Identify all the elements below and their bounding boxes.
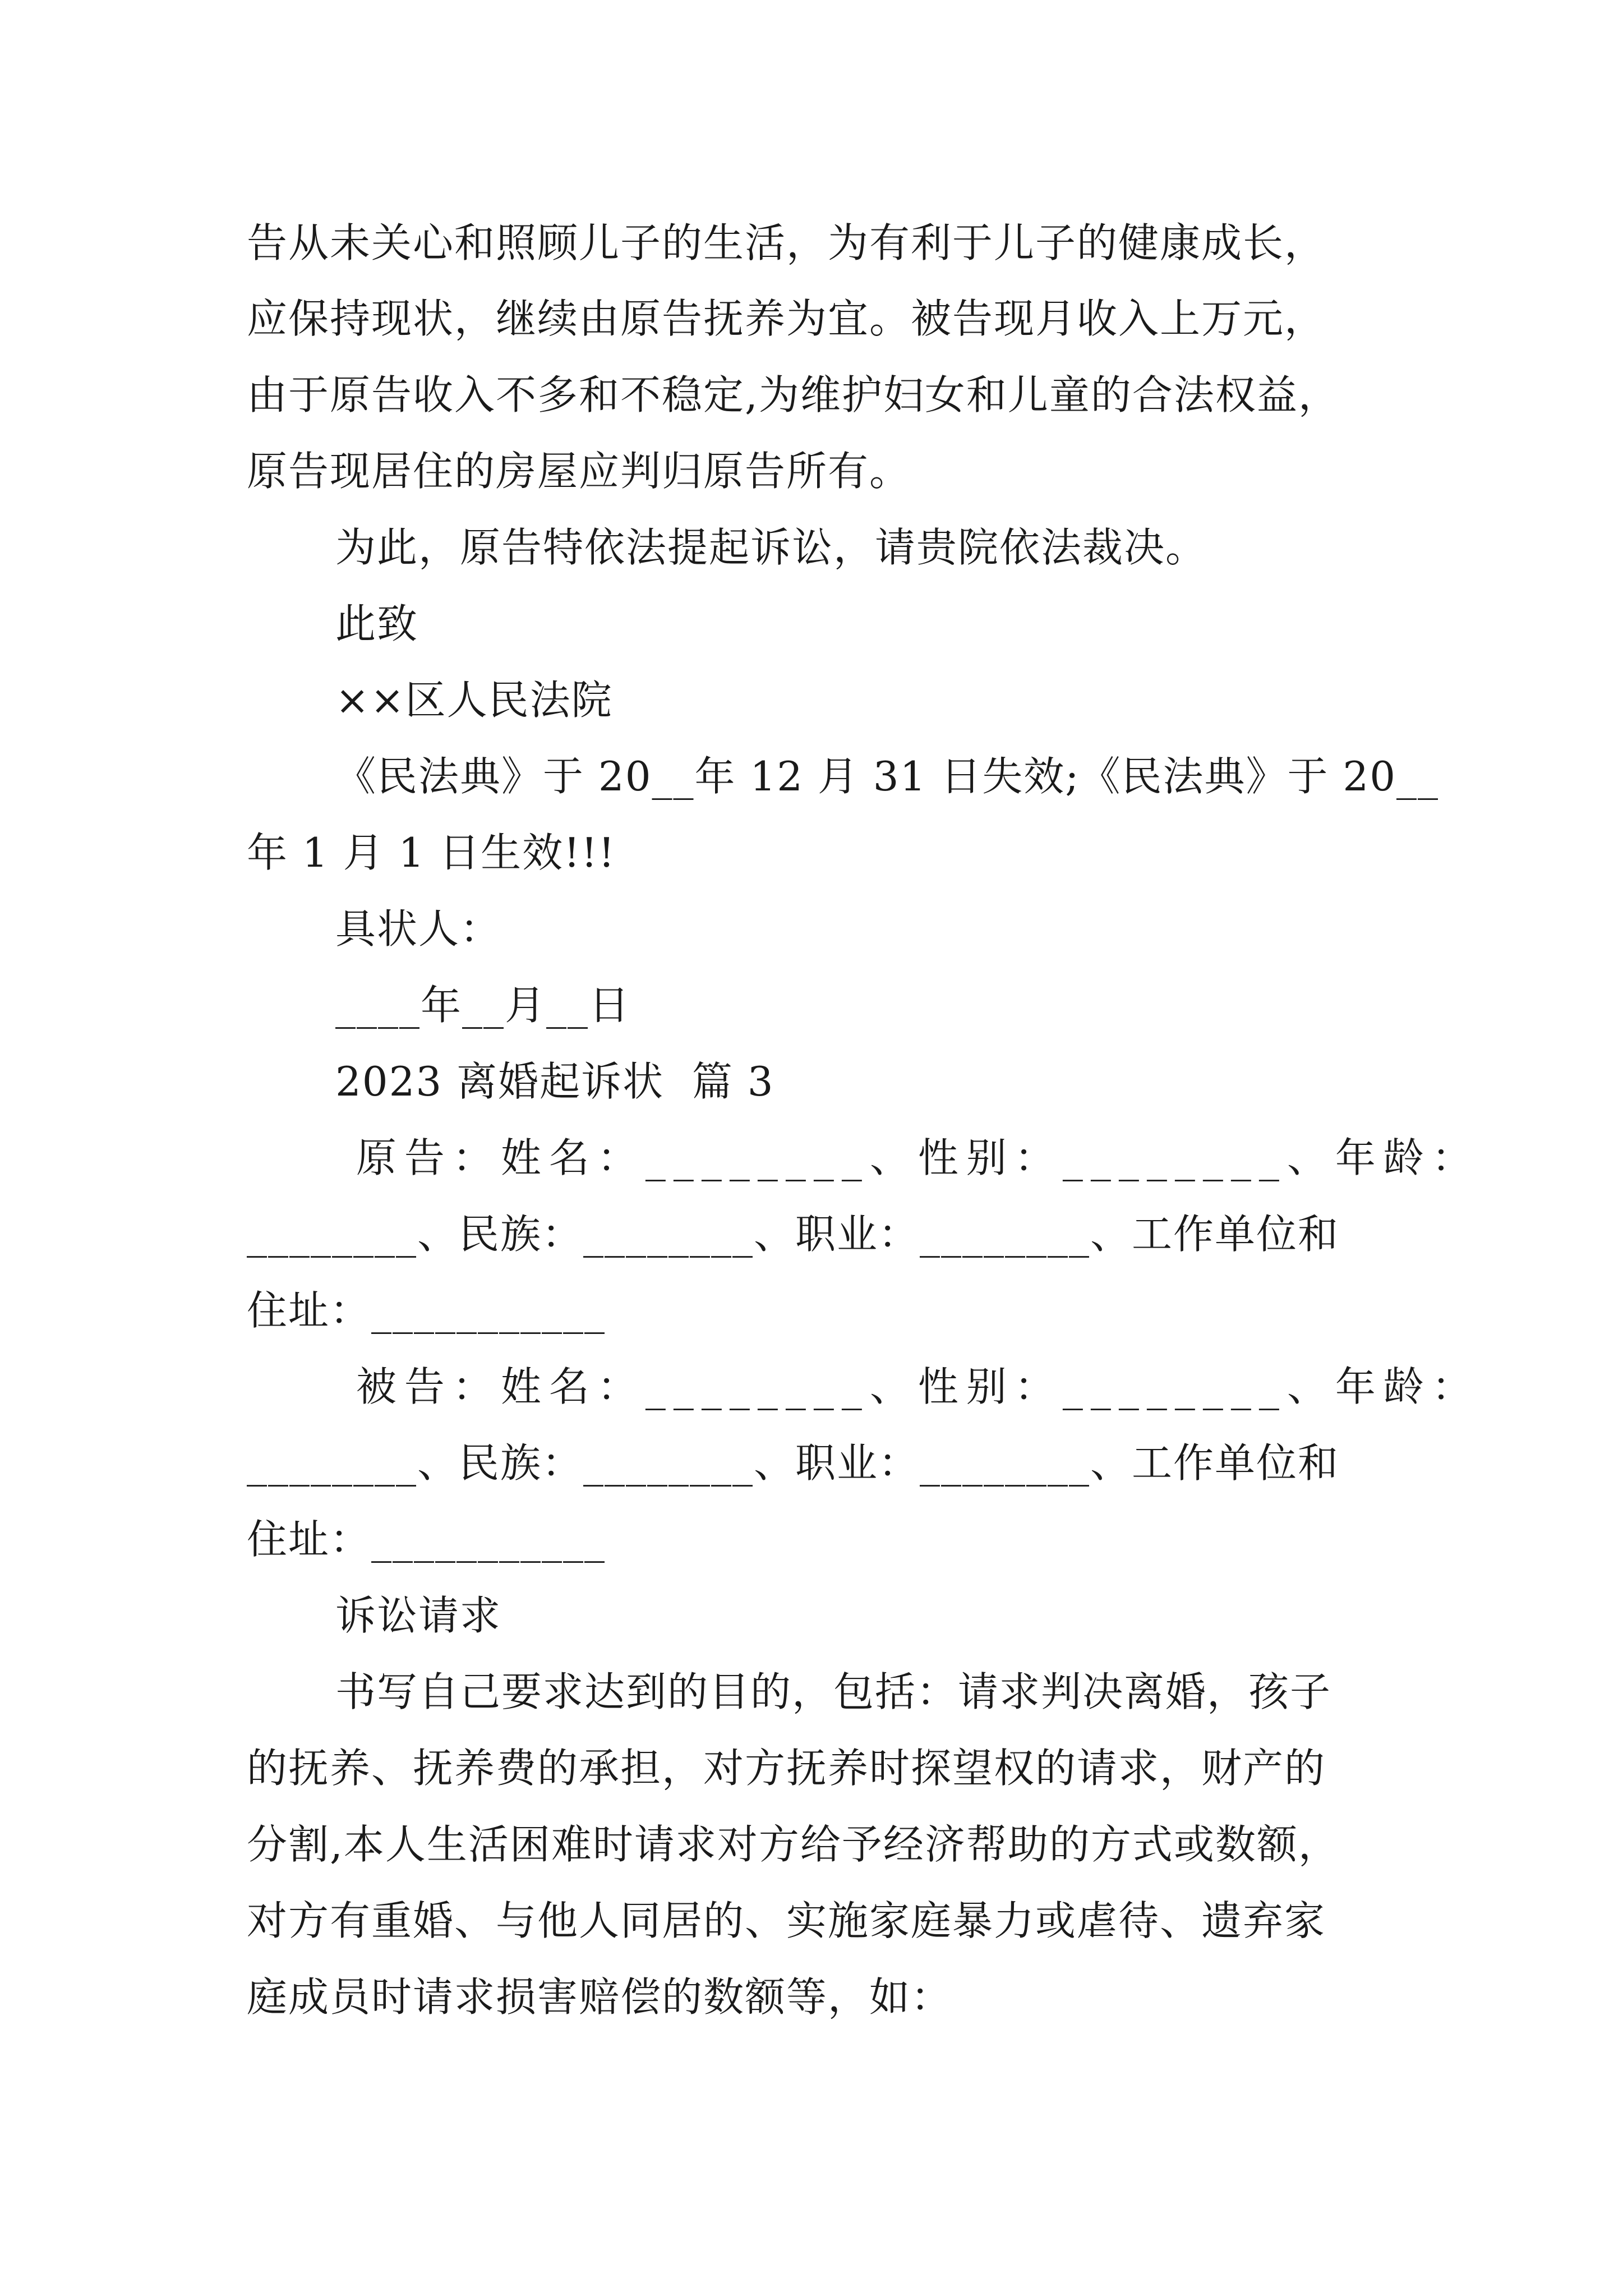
text-line: 由于原告收入不多和不稳定,为维护妇女和儿童的合法权益， [247,371,1340,418]
text-line: 此致 [335,600,419,647]
text-line: 原告现居住的房屋应判归原告所有。 [247,448,911,495]
text-line: 的抚养、抚养费的承担，对方抚养时探望权的请求，财产的 [247,1745,1326,1792]
text-line: 应保持现状，继续由原告抚养为宜。被告现月收入上万元， [247,295,1326,342]
text-line: 具状人： [335,905,502,953]
text-line: 分割,本人生活困难时请求对方给予经济帮助的方式或数额， [247,1821,1340,1868]
text-line: 告从未关心和照顾儿子的生活，为有利于儿子的健康成长， [247,219,1326,266]
text-line: 对方有重婚、与他人同居的、实施家庭暴力或虐待、遗弃家 [247,1897,1326,1944]
section-heading: 诉讼请求 [335,1592,502,1639]
section-heading: 2023 离婚起诉状 篇 3 [335,1058,774,1105]
text-line: 年 1 月 1 日生效!!! [247,829,616,876]
defendant-line: 被告：姓名：________、性别：________、年龄： [335,1363,1480,1410]
text-line: ××区人民法院 [335,677,613,724]
plaintiff-line: 原告：姓名：________、性别：________、年龄： [335,1134,1480,1181]
text-line: 书写自己要求达到的目的，包括：请求判决离婚，孩子 [335,1668,1332,1715]
text-line: 为此，原告特依法提起诉讼，请贵院依法裁决。 [335,524,1207,571]
text-line: ____年__月__日 [335,982,631,1029]
text-line: ________、民族：________、职业：________、工作单位和 [247,1439,1340,1487]
text-line: 住址：___________ [247,1516,606,1563]
text-line: 住址：___________ [247,1287,606,1334]
text-line: 庭成员时请求损害赔偿的数额等，如： [247,1973,953,2021]
text-line: ________、民族：________、职业：________、工作单位和 [247,1211,1340,1258]
text-line: 《民法典》于 20__年 12 月 31 日失效;《民法典》于 20__ [335,753,1440,800]
